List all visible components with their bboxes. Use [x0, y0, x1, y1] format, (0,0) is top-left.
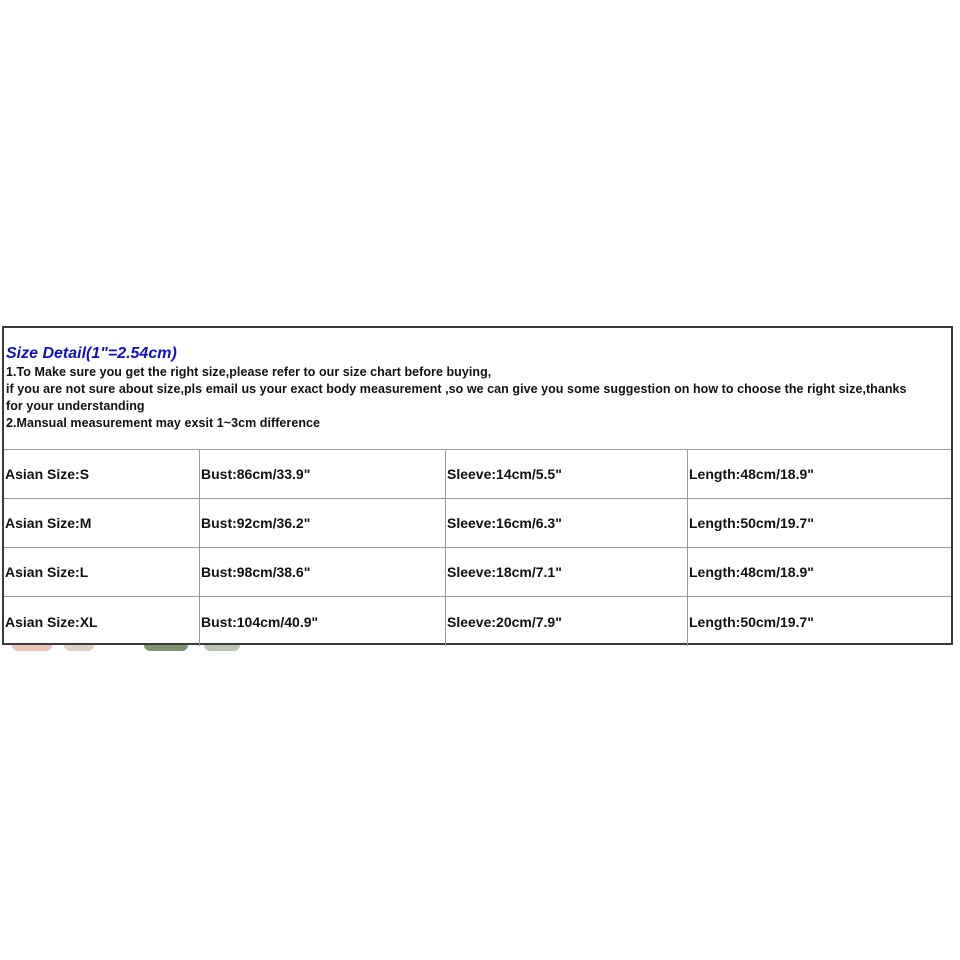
size-rows: [4, 450, 951, 646]
size-cell: Asian Size:L: [5, 564, 89, 580]
sleeve-cell: Sleeve:18cm/7.1": [445, 548, 687, 596]
note-line-1: 1.To Make sure you get the right size,please refer to our size chart before buying,: [6, 365, 492, 379]
bust-cell: Bust:104cm/40.9": [199, 597, 445, 646]
note-line-2: if you are not sure about size,pls email us your exact body measurement ,so we can give you some suggestion on how to choose the right size,thanks: [6, 382, 907, 396]
photo-fragment: [204, 645, 240, 651]
length-cell: Length:48cm/18.9": [687, 548, 951, 596]
photo-fragment: [64, 645, 94, 651]
size-notes: [4, 328, 951, 450]
sleeve-cell: Sleeve:16cm/6.3": [445, 499, 687, 547]
length-cell: Length:48cm/18.9": [687, 450, 951, 498]
table-row: [4, 597, 951, 646]
bust-cell: Bust:98cm/38.6": [199, 548, 445, 596]
cropped-photo-edge: [4, 645, 264, 653]
note-line-4: 2.Mansual measurement may exsit 1~3cm difference: [6, 416, 321, 430]
size-cell: Asian Size:M: [5, 515, 92, 531]
photo-fragment: [12, 645, 52, 651]
table-row: [4, 450, 951, 499]
length-cell: Length:50cm/19.7": [687, 597, 951, 646]
bust-cell: Bust:92cm/36.2": [199, 499, 445, 547]
photo-fragment: [144, 645, 188, 651]
size-chart-table: [2, 326, 953, 645]
note-line-3: for your understanding: [6, 399, 145, 413]
bust-cell: Bust:86cm/33.9": [199, 450, 445, 498]
sleeve-cell: Sleeve:14cm/5.5": [445, 450, 687, 498]
length-cell: Length:50cm/19.7": [687, 499, 951, 547]
table-row: [4, 499, 951, 548]
sleeve-cell: Sleeve:20cm/7.9": [445, 597, 687, 646]
size-cell: Asian Size:XL: [5, 613, 98, 630]
table-row: [4, 548, 951, 597]
size-cell: Asian Size:S: [5, 466, 90, 482]
size-chart-title: Size Detail(1"=2.54cm): [6, 345, 177, 362]
